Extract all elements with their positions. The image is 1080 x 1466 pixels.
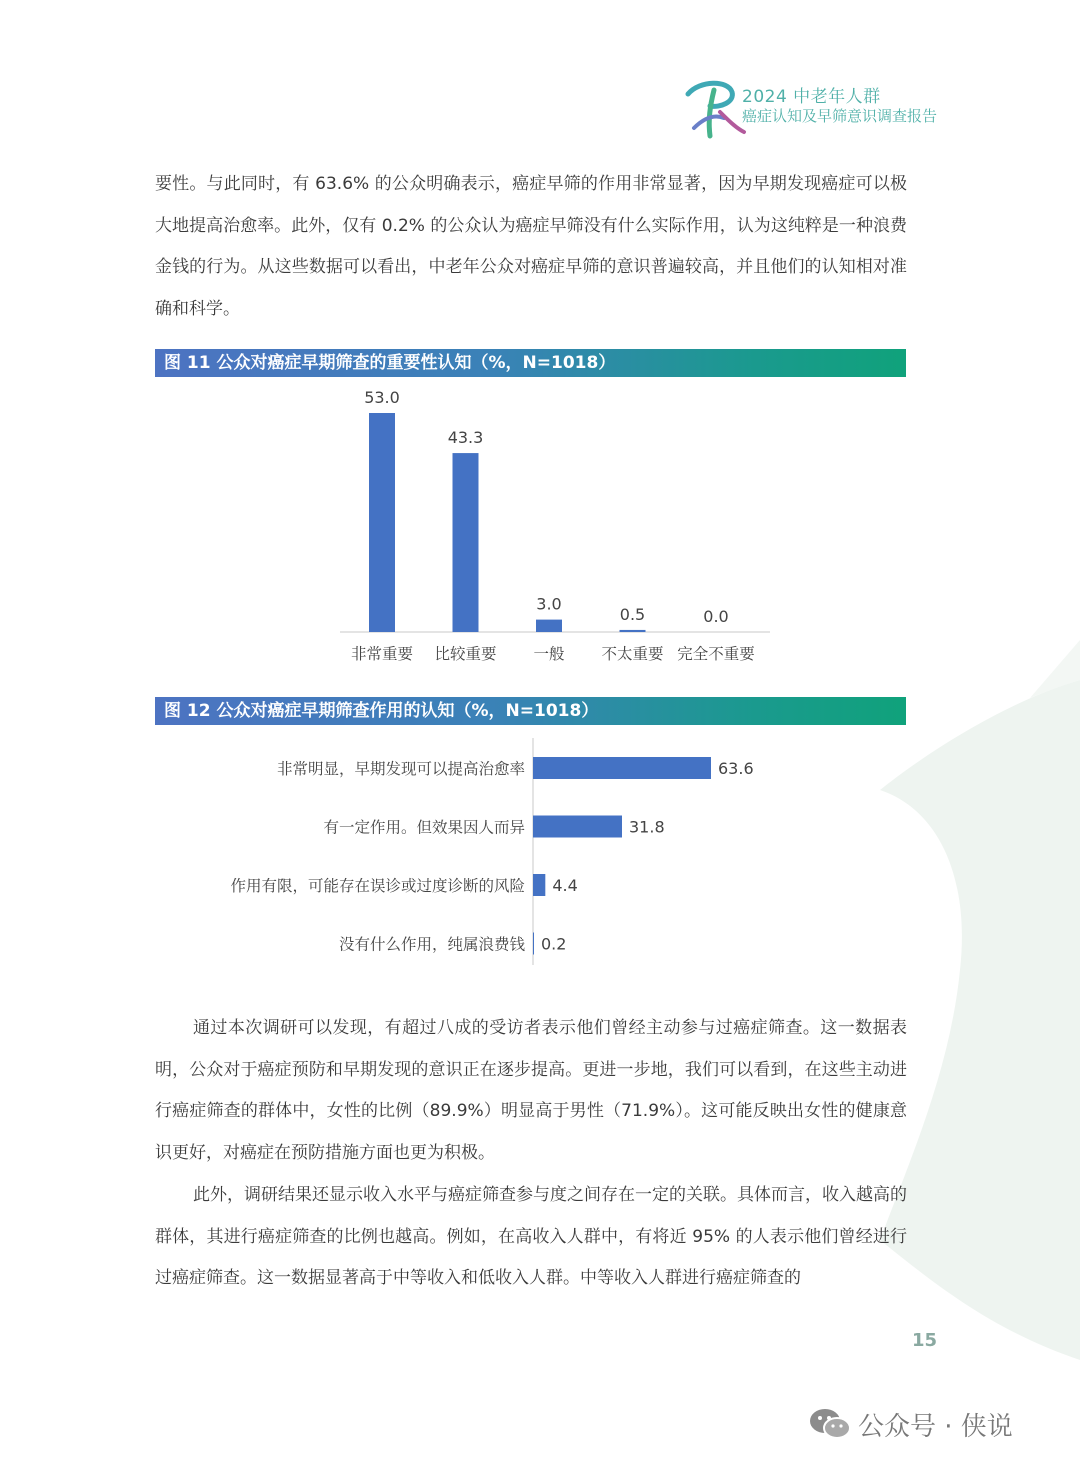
data-label-3: 4.4 — [552, 876, 578, 895]
category-label-1: 非常重要 — [350, 645, 414, 663]
bar-1 — [369, 413, 395, 632]
body-paragraph-1: 要性。与此同时，有 63.6% 的公众明确表示，癌症早筛的作用非常显著，因为早期发现癌症可以极大地提高治愈率。此外，仅有 0.2% 的公众认为癌症早筛没有什么实际作用，认为这纯粹是一种浪费金钱的行为。从这些数据可以看出，中老年公众对癌症早筛的意识普遍较高，并且他们的认知相对准确和科学。 — [155, 174, 907, 319]
category-label-4: 没有什么作用，纯属浪费钱 — [338, 935, 525, 954]
bar-3 — [536, 620, 562, 632]
report-logo-icon — [680, 72, 750, 142]
data-label-2: 31.8 — [629, 817, 665, 837]
category-label-3: 作用有限，可能存在误诊或过度诊断的风险 — [230, 877, 525, 895]
report-header — [680, 72, 938, 142]
category-label-2: 比较重要 — [434, 645, 497, 663]
body-paragraph-3: 此外，调研结果还显示收入水平与癌症筛查参与度之间存在一定的关联。具体而言，收入越高的群体，其进行癌症筛查的比例也越高。例如，在高收入人群中，有将近 95% 的人表示他们曾经进行过癌症筛查。这一数据显著高于中等收入和低收入人群。中等收入人群进行癌症筛查的 — [155, 1185, 907, 1288]
data-label-5: 0.0 — [703, 607, 729, 626]
category-label-4: 不太重要 — [601, 645, 664, 663]
figure-11-title: 图 11 公众对癌症早期筛查的重要性认知（%，N=1018） — [155, 349, 906, 377]
category-label-1: 非常明显，早期发现可以提高治愈率 — [276, 760, 525, 778]
data-label-4: 0.5 — [619, 604, 646, 624]
figure-11-bar-chart — [300, 380, 800, 670]
watermark-text: 公众号 · 侠说 — [858, 1411, 1013, 1442]
data-label-1: 53.0 — [364, 388, 400, 407]
figure-12-title: 图 12 公众对癌症早期筛查作用的认知（%，N=1018） — [155, 697, 906, 725]
category-label-5: 完全不重要 — [677, 645, 755, 663]
category-label-3: 一般 — [533, 645, 565, 663]
header-title-line1: 2024 中老年人群 — [742, 87, 881, 107]
bar-2 — [453, 453, 479, 632]
page-number: 15 — [912, 1330, 938, 1351]
body-paragraph-2: 通过本次调研可以发现，有超过八成的受访者表示他们曾经主动参与过癌症筛查。这一数据表明，公众对于癌症预防和早期发现的意识正在逐步提高。更进一步地，我们可以看到，在这些主动进行癌症筛查的群体中，女性的比例（89.9%）明显高于男性（71.9%）。这可能反映出女性的健康意识更好，对癌症在预防措施方面也更为积极。 — [155, 1018, 907, 1163]
data-label-1: 63.6 — [718, 759, 754, 778]
bar-2 — [533, 816, 622, 838]
wechat-icon — [808, 1407, 852, 1441]
bar-4 — [620, 630, 646, 632]
bar-3 — [533, 874, 545, 896]
data-label-2: 43.3 — [447, 428, 484, 448]
data-label-4: 0.2 — [541, 934, 567, 954]
bar-1 — [533, 757, 711, 779]
category-label-2: 有一定作用。但效果因人而异 — [323, 818, 525, 837]
header-title-line2: 癌症认知及早筛意识调查报告 — [742, 107, 938, 125]
figure-12-bar-chart — [155, 730, 906, 990]
wechat-watermark — [808, 1404, 1013, 1444]
data-label-3: 3.0 — [536, 594, 562, 614]
bar-4 — [533, 933, 534, 955]
